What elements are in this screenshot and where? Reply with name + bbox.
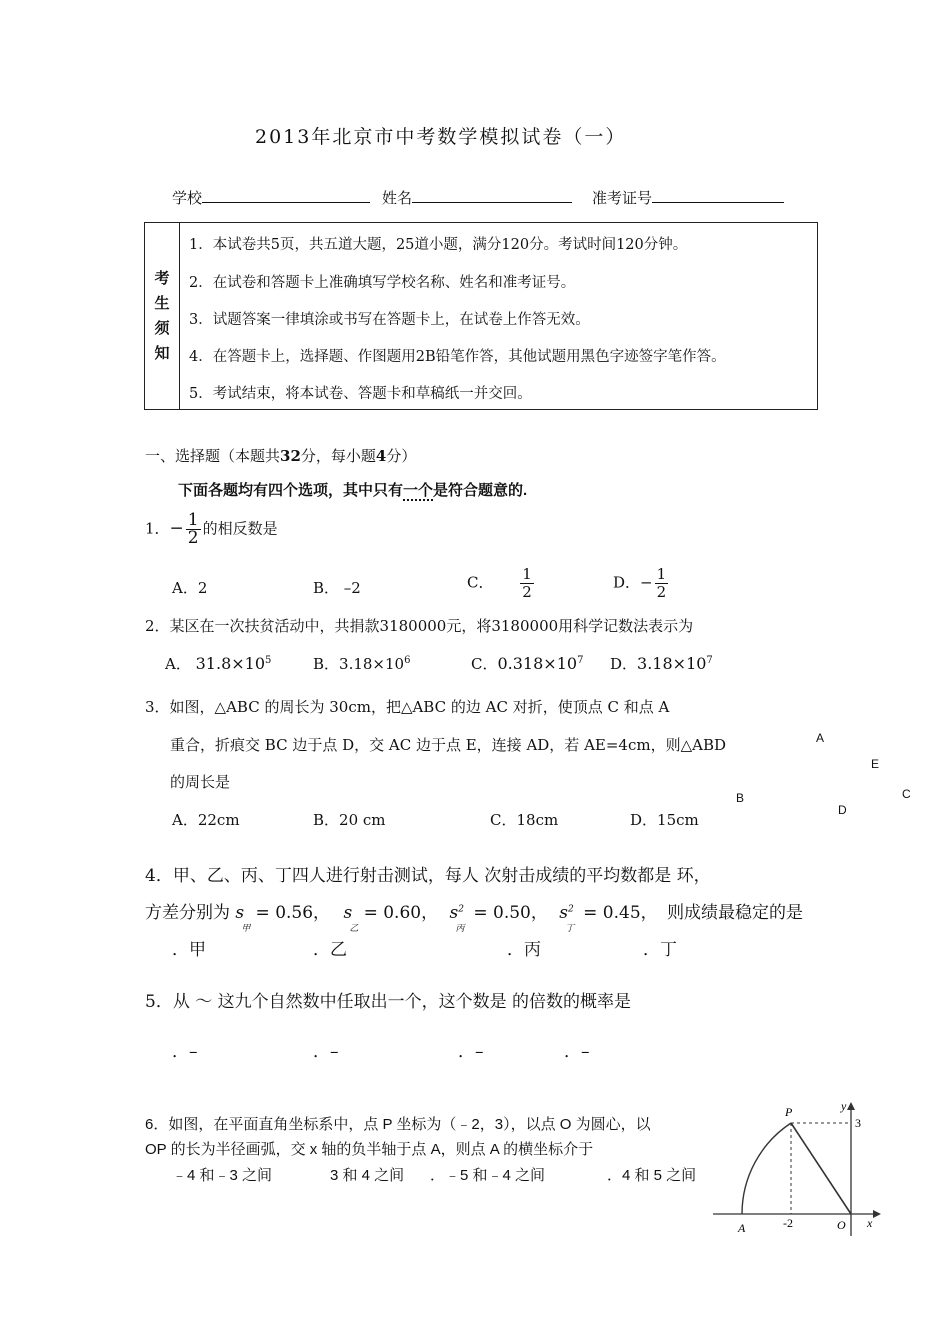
- q4-option-c[interactable]: ．丙: [507, 940, 541, 960]
- arc-pa: [742, 1123, 791, 1214]
- variance-symbol: s: [343, 903, 353, 923]
- question-6-line: OP 的长为半径画弧，交 x 轴的负半轴于点 A，则点 A 的横坐标介于: [145, 1141, 594, 1158]
- question-text: 的相反数是: [202, 519, 278, 538]
- notice-item: 3．试题答案一律填涂或书写在答题卡上，在试卷上作答无效。: [189, 312, 590, 328]
- question-3-line: 重合，折痕交 BC 边于点 D，交 AC 边于点 E，连接 AD，若 AE=4cm，则△ABD: [170, 736, 727, 754]
- q5-option-a[interactable]: ．–: [172, 1042, 198, 1062]
- label-p: P: [785, 1105, 793, 1119]
- q2-option-b[interactable]: [313, 653, 410, 674]
- q4-option-b[interactable]: ．乙: [313, 940, 347, 960]
- question-1: [145, 512, 278, 547]
- variance-yi: [343, 903, 359, 934]
- q5-option-b[interactable]: ．–: [313, 1042, 339, 1062]
- school-blank[interactable]: [202, 186, 370, 203]
- q2-option-d[interactable]: [610, 653, 713, 674]
- notice-item: 5．考试结束，将本试卷、答题卡和草稿纸一并交回。: [189, 386, 532, 402]
- variance-ding: [559, 903, 575, 934]
- coordinate-figure: [705, 1096, 895, 1238]
- q6-option-d[interactable]: ．4 和 5 之间: [607, 1167, 697, 1184]
- variance-jia: [235, 903, 251, 934]
- variance-subscript: 甲: [241, 924, 251, 934]
- label-three: 3: [855, 1116, 861, 1130]
- triangle-label-e: E: [871, 757, 880, 771]
- denominator: 2: [656, 583, 667, 601]
- q4-option-a[interactable]: ．甲: [172, 940, 206, 960]
- question-6-line: 6．如图，在平面直角坐标系中，点 P 坐标为（﹣2，3），以点 O 为圆心，以: [145, 1116, 651, 1133]
- q1-option-a[interactable]: A．2: [172, 579, 208, 597]
- label-x: x: [867, 1216, 873, 1230]
- notice-item: 2．在试卷和答题卡上准确填写学校名称、姓名和准考证号。: [189, 275, 576, 291]
- question-2: 2．某区在一次扶贫活动中，共捐款3180000元，将3180000用科学记数法表示为: [145, 617, 694, 635]
- instruction-text: 是符合题意的.: [433, 482, 528, 499]
- exponent: 6: [404, 655, 411, 666]
- label-a: A: [738, 1221, 746, 1235]
- question-text: 方差分别为: [145, 903, 230, 923]
- q1-option-d[interactable]: [613, 566, 670, 601]
- option-value: 3.18×10: [637, 654, 707, 673]
- q2-option-a[interactable]: [165, 653, 271, 674]
- q6-option-b[interactable]: 3 和 4 之间: [330, 1167, 405, 1184]
- question-4-line: 4．甲、乙、丙、丁四人进行射击测试，每人 次射击成绩的平均数都是 环，: [145, 866, 711, 886]
- triangle-label-d: D: [838, 803, 847, 817]
- exam-number-field[interactable]: [592, 186, 784, 208]
- school-label: 学校: [172, 189, 203, 207]
- instruction-emphasis: 一个: [403, 482, 434, 499]
- y-axis-arrow: [847, 1102, 855, 1110]
- variance-subscript: 丁: [565, 924, 575, 934]
- variance-value: = 0.56，: [255, 903, 331, 923]
- school-field[interactable]: [172, 186, 370, 208]
- minus-sign: −: [640, 573, 653, 592]
- variance-symbol: s: [235, 903, 245, 923]
- question-3-line: 3．如图，△ABC 的周长为 30cm，把△ABC 的边 AC 对折，使顶点 C 和点 A: [145, 698, 670, 716]
- section-heading-text: 分）: [386, 447, 417, 465]
- numerator: 1: [187, 510, 199, 530]
- exponent: 7: [706, 655, 713, 666]
- q2-option-c[interactable]: [471, 653, 583, 674]
- denominator: 2: [522, 583, 532, 601]
- label-o: O: [837, 1218, 846, 1232]
- q1-option-c[interactable]: [467, 566, 536, 601]
- notice-label-char: 生: [154, 294, 170, 312]
- notice-label: [145, 223, 180, 409]
- notice-label-char: 须: [154, 319, 170, 337]
- q5-option-d[interactable]: ．–: [564, 1042, 590, 1062]
- variance-subscript: 丙: [455, 924, 465, 934]
- question-number: 1．: [145, 519, 170, 538]
- segment-op: [791, 1123, 851, 1214]
- fraction: [520, 566, 534, 601]
- section-each-points: 4: [375, 447, 387, 465]
- triangle-label-c: C: [902, 787, 911, 801]
- minus-sign: −: [169, 518, 184, 539]
- fraction: [186, 512, 201, 547]
- option-label: C．: [471, 655, 498, 673]
- section-heading-text: 一、选择题（本题共: [145, 447, 281, 465]
- variance-value: = 0.50，: [473, 903, 548, 923]
- question-4-variances: [145, 898, 804, 934]
- fraction: [655, 566, 669, 601]
- x-axis-arrow: [873, 1210, 881, 1218]
- option-value: 3.18×10: [339, 655, 405, 673]
- exam-number-blank[interactable]: [652, 186, 784, 203]
- section-instruction: [178, 479, 527, 500]
- instruction-text: 下面各题均有四个选项，其中只有: [178, 482, 404, 499]
- denominator: 2: [187, 528, 199, 548]
- q3-option-c[interactable]: C．18cm: [490, 811, 559, 829]
- question-3-line: 的周长是: [170, 773, 231, 791]
- q6-option-a[interactable]: ﹣4 和﹣3 之间: [172, 1167, 273, 1184]
- option-label: A．: [165, 655, 191, 673]
- numerator: 1: [522, 565, 532, 583]
- triangle-label-b: B: [736, 791, 745, 805]
- variance-square: 2: [568, 904, 574, 915]
- numerator: 1: [656, 565, 667, 583]
- page-title: 2013年北京市中考数学模拟试卷（一）: [255, 126, 627, 148]
- exam-number-label: 准考证号: [592, 189, 653, 207]
- exponent: 7: [577, 655, 584, 666]
- section-heading-text: 分，每小题: [300, 447, 376, 465]
- q3-option-a[interactable]: A．22cm: [172, 811, 240, 829]
- variance-subscript: 乙: [349, 924, 359, 934]
- section-heading: [145, 445, 416, 466]
- triangle-label-a: A: [816, 731, 825, 745]
- option-label: B．: [313, 655, 340, 673]
- variance-bing: [449, 903, 465, 934]
- variance-symbol: s: [559, 903, 569, 923]
- name-field[interactable]: [382, 186, 572, 208]
- notice-label-char: 考: [154, 269, 170, 287]
- option-value: 31.8×10: [195, 654, 266, 673]
- question-text: 则成绩最稳定的是: [667, 903, 804, 923]
- variance-value: = 0.45，: [583, 903, 658, 923]
- name-label: 姓名: [382, 189, 413, 207]
- option-label: C．: [467, 573, 494, 592]
- option-label: D．: [613, 573, 641, 592]
- variance-value: = 0.60，: [363, 903, 439, 923]
- notice-item: 4．在答题卡上，选择题、作图题用2B铅笔作答，其他试题用黑色字迹签字笔作答。: [189, 349, 726, 365]
- q4-option-d[interactable]: ．丁: [643, 940, 677, 960]
- option-label: D．: [610, 655, 638, 673]
- q5-option-c[interactable]: ．–: [458, 1042, 484, 1062]
- name-blank[interactable]: [412, 186, 572, 203]
- exam-notice-box: [144, 222, 818, 410]
- variance-square: 2: [458, 904, 464, 915]
- option-value: 0.318×10: [497, 654, 578, 673]
- q1-option-b[interactable]: B． –2: [313, 579, 361, 597]
- notice-label-char: 知: [154, 344, 170, 362]
- variance-symbol: s: [449, 903, 459, 923]
- section-points: 32: [280, 447, 301, 465]
- q3-option-d[interactable]: D．15cm: [630, 811, 699, 829]
- q3-option-b[interactable]: B．20 cm: [313, 811, 386, 829]
- label-neg2: -2: [783, 1216, 793, 1230]
- q6-option-c[interactable]: ．﹣5 和﹣4 之间: [430, 1167, 546, 1184]
- label-y: y: [841, 1099, 847, 1113]
- question-5-line: 5．从 ～ 这九个自然数中任取出一个，这个数是 的倍数的概率是: [145, 992, 632, 1012]
- exponent: 5: [265, 655, 272, 666]
- notice-item: 1．本试卷共5页，共五道大题，25道小题，满分120分。考试时间120分钟。: [189, 237, 688, 253]
